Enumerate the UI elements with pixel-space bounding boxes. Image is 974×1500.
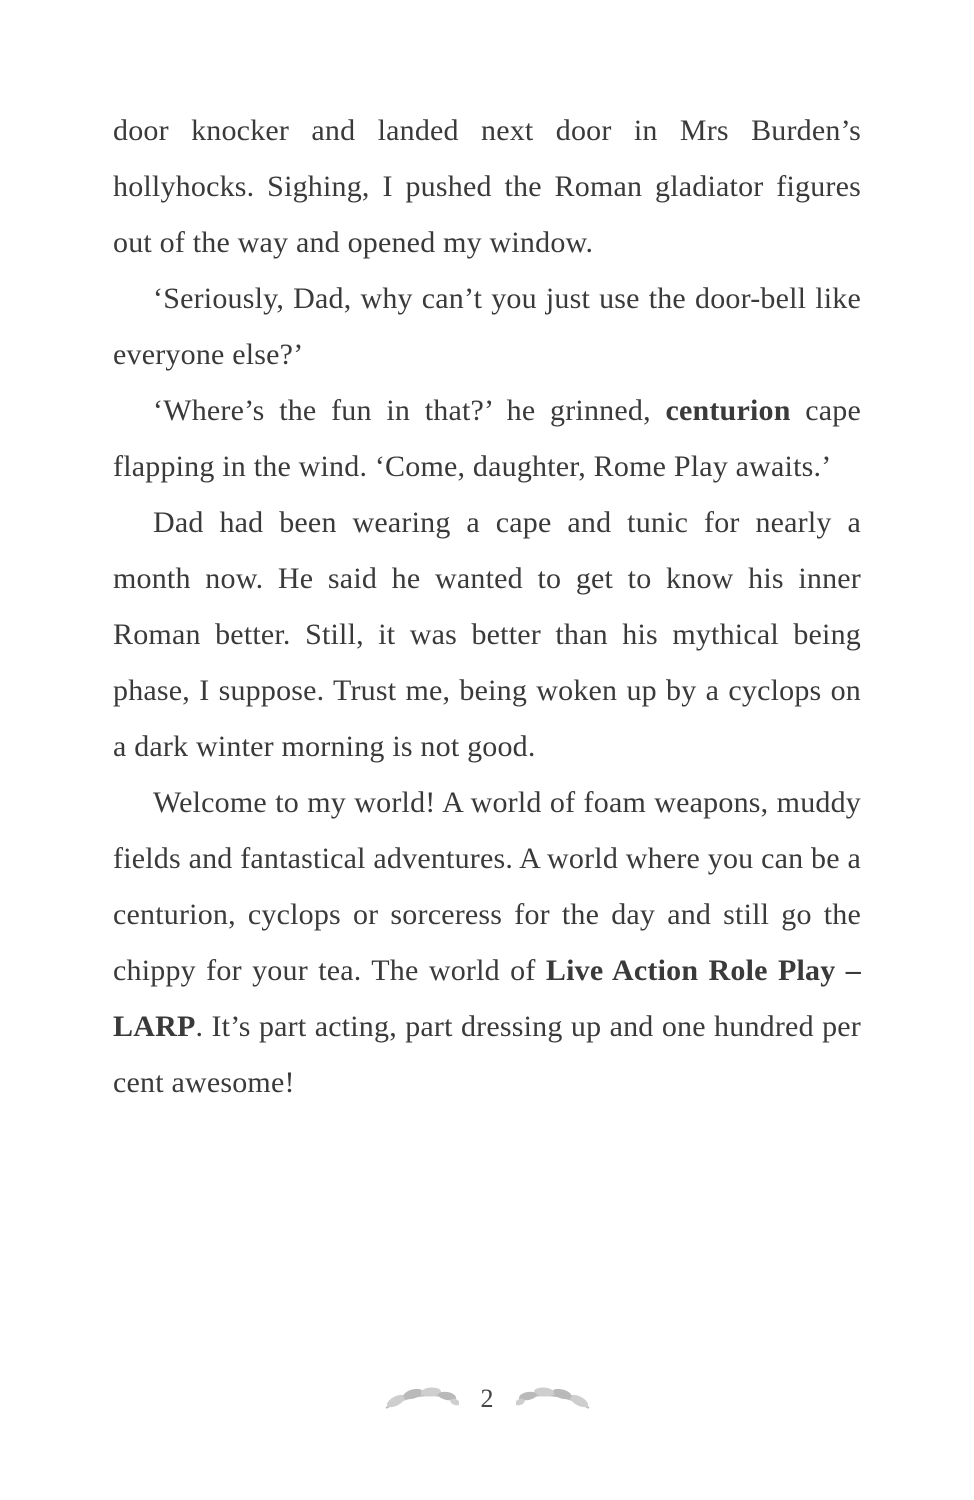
paragraph-text-bold: centurion [665, 394, 791, 427]
paragraph [113, 271, 861, 383]
page-number: 2 [480, 1384, 494, 1413]
paragraph [113, 495, 861, 775]
laurel-branch-icon [516, 1384, 592, 1414]
paragraph-text: . It’s part acting, part dressing up and one hundred per cent awesome! [113, 1010, 861, 1099]
paragraph [113, 383, 861, 495]
paragraph [113, 103, 861, 271]
paragraph-text: Welcome to my world! A world of foam weapons, muddy fields and fantastical adventures. A world where you can be a centurion, cyclops or sorceress for the day and still go the chippy for your tea. The world of [113, 786, 861, 987]
paragraph-text: Dad had been wearing a cape and tunic for nearly a month now. He said he wanted to get to know his inner Roman better. Still, it was better than his mythical being phase, I suppose. Trust me, being woken up by a cyclops on a dark winter morning is not good. [113, 506, 861, 763]
paragraph-text: ‘Seriously, Dad, why can’t you just use the door-bell like everyone else?’ [113, 282, 861, 371]
laurel-branch-icon [383, 1384, 459, 1414]
paragraph-text: cape flapping in the wind. ‘Come, daughter, Rome Play awaits.’ [113, 394, 861, 483]
paragraph-text-bold: Live Action Role Play – LARP [113, 954, 861, 1043]
paragraph [113, 775, 861, 1111]
paragraph-text: ‘Where’s the fun in that?’ he grinned, [153, 394, 666, 427]
page-text [113, 103, 861, 1111]
paragraph-text: door knocker and landed next door in Mrs Burden’s hollyhocks. Sighing, I pushed the Roman gladiator figures out of the way and opened my window. [113, 114, 861, 259]
page-footer [0, 1384, 974, 1414]
